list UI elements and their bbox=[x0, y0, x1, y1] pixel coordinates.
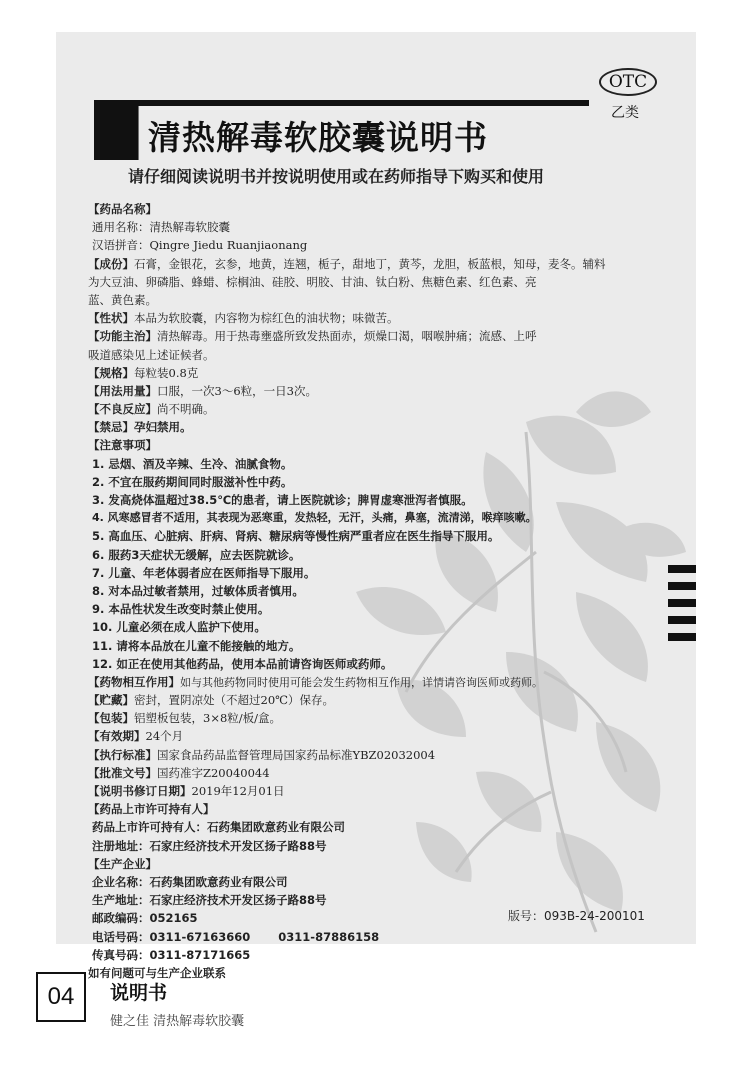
approval-text: 国药准字Z20040044 bbox=[157, 765, 270, 780]
manufacturer-label: 【生产企业】 bbox=[88, 856, 157, 871]
spec-text: 每粒装0.8克 bbox=[134, 365, 199, 380]
revision-text: 2019年12月01日 bbox=[191, 784, 285, 798]
edge-bars bbox=[668, 565, 696, 650]
storage-label: 【贮藏】 bbox=[88, 693, 134, 708]
standard-label: 【执行标准】 bbox=[88, 747, 157, 762]
instruction-sheet bbox=[56, 32, 696, 980]
expiry-text: 24个月 bbox=[145, 729, 184, 744]
generic-name: 通用名称：清热解毒软胶囊 bbox=[92, 220, 230, 235]
phone-number-2: 0311-87886158 bbox=[278, 929, 380, 944]
holder-address: 注册地址：石家庄经济技术开发区扬子路88号 bbox=[92, 838, 327, 853]
indications-text: 吸道感染见上述证候者。 bbox=[88, 347, 215, 362]
package-label: 【包装】 bbox=[88, 711, 134, 726]
manufacturer-phone bbox=[88, 928, 698, 946]
precaution-item: 10. 儿童必须在成人监护下使用。 bbox=[92, 620, 266, 635]
footer-subtitle: 健之佳 清热解毒软胶囊 bbox=[110, 1014, 245, 1029]
precaution-item: 3. 发高烧体温超过38.5℃的患者，请上医院就诊；脾胃虚寒泄泻者慎服。 bbox=[92, 493, 473, 507]
approval-label: 【批准文号】 bbox=[88, 765, 157, 780]
revision-label: 【说明书修订日期】 bbox=[88, 784, 192, 798]
adverse-text: 尚不明确。 bbox=[157, 402, 215, 417]
contraindication-text: 孕妇禁用。 bbox=[134, 420, 192, 435]
package-text: 铝塑板包装，3×8粒/板/盒。 bbox=[134, 711, 282, 726]
precaution-item: 4. 风寒感冒者不适用，其表现为恶寒重，发热轻，无汗，头痛，鼻塞，流清涕，喉痒咳嗽。 bbox=[92, 511, 537, 525]
ingredients-label: 【成份】 bbox=[88, 256, 134, 271]
dosage-text: 口服，一次3～6粒，一日3次。 bbox=[157, 383, 317, 398]
precaution-item: 12. 如正在使用其他药品，使用本品前请咨询医师或药师。 bbox=[92, 656, 393, 671]
indications-text: 清热解毒。用于热毒壅盛所致发热面赤，烦燥口渴，咽喉肿痛；流感、上呼 bbox=[157, 329, 537, 344]
precaution-item: 7. 儿童、年老体弱者应在医师指导下服用。 bbox=[92, 565, 316, 580]
ingredients-text: 蓝、黄色素。 bbox=[88, 292, 157, 307]
spec-label: 【规格】 bbox=[88, 365, 134, 380]
precaution-item: 11. 请将本品放在儿童不能接触的地方。 bbox=[92, 638, 301, 653]
dosage-label: 【用法用量】 bbox=[88, 383, 157, 398]
instruction-body bbox=[88, 200, 698, 982]
indications-label: 【功能主治】 bbox=[88, 329, 157, 344]
drug-name-label: 【药品名称】 bbox=[88, 202, 157, 216]
appearance-text: 本品为软胶囊，内容物为棕红色的油状物；味微苦。 bbox=[134, 311, 399, 326]
precaution-item: 2. 不宜在服药期间同时服滋补性中药。 bbox=[92, 474, 293, 489]
manufacturer-fax: 传真号码：0311-87171665 bbox=[92, 947, 251, 962]
ingredients-text: 为大豆油、卵磷脂、蜂蜡、棕榈油、硅胶、明胶、甘油、钛白粉、焦糖色素、红色素、亮 bbox=[88, 274, 537, 289]
interactions-label: 【药物相互作用】 bbox=[88, 674, 180, 689]
appearance-label: 【性状】 bbox=[88, 311, 134, 326]
precaution-item: 5. 高血压、心脏病、肝病、肾病、糖尿病等慢性病严重者应在医生指导下服用。 bbox=[92, 529, 500, 544]
otc-class: 乙类 bbox=[611, 105, 639, 121]
precaution-item: 9. 本品性状发生改变时禁止使用。 bbox=[92, 602, 270, 617]
standard-text: 国家食品药品监督管理局国家药品标准YBZ02032004 bbox=[157, 747, 436, 762]
holder-label: 【药品上市许可持有人】 bbox=[88, 802, 215, 817]
phone-number-1: 0311-67163660 bbox=[149, 929, 251, 944]
ingredients-text: 石膏，金银花，玄参，地黄，连翘，栀子，甜地丁，黄芩，龙胆，板蓝根，知母，麦冬。辅料 bbox=[134, 256, 606, 271]
precautions-label: 【注意事项】 bbox=[88, 438, 157, 453]
version-number: 版号：093B-24-200101 bbox=[508, 909, 645, 923]
precaution-item: 8. 对本品过敏者禁用，过敏体质者慎用。 bbox=[92, 583, 304, 598]
contact-note: 如有问题可与生产企业联系 bbox=[88, 965, 226, 980]
document-title: 清热解毒软胶囊说明书 bbox=[148, 118, 488, 157]
precaution-item: 1. 忌烟、酒及辛辣、生冷、油腻食物。 bbox=[92, 456, 293, 471]
contraindication-label: 【禁忌】 bbox=[88, 420, 134, 435]
manufacturer-postcode: 邮政编码：052165 bbox=[92, 911, 198, 926]
otc-mark: OTC bbox=[599, 68, 657, 96]
document-subtitle: 请仔细阅读说明书并按说明使用或在药师指导下购买和使用 bbox=[128, 167, 545, 186]
expiry-label: 【有效期】 bbox=[88, 729, 146, 744]
precaution-item: 6. 服药3天症状无缓解，应去医院就诊。 bbox=[92, 547, 301, 562]
interactions-text: 如与其他药物同时使用可能会发生药物相互作用，详情请咨询医师或药师。 bbox=[180, 675, 543, 689]
page-number: 04 bbox=[36, 972, 86, 1022]
adverse-label: 【不良反应】 bbox=[88, 402, 157, 417]
storage-text: 密封，置阴凉处（不超过20℃）保存。 bbox=[134, 693, 334, 708]
phone-label: 电话号码： bbox=[92, 929, 150, 944]
manufacturer-address: 生产地址：石家庄经济技术开发区扬子路88号 bbox=[92, 893, 327, 908]
holder-name: 药品上市许可持有人：石药集团欧意药业有限公司 bbox=[92, 820, 345, 835]
manufacturer-name: 企业名称：石药集团欧意药业有限公司 bbox=[92, 874, 288, 889]
footer-title: 说明书 bbox=[110, 982, 168, 1004]
pinyin-name: 汉语拼音：Qingre Jiedu Ruanjiaonang bbox=[92, 238, 308, 253]
